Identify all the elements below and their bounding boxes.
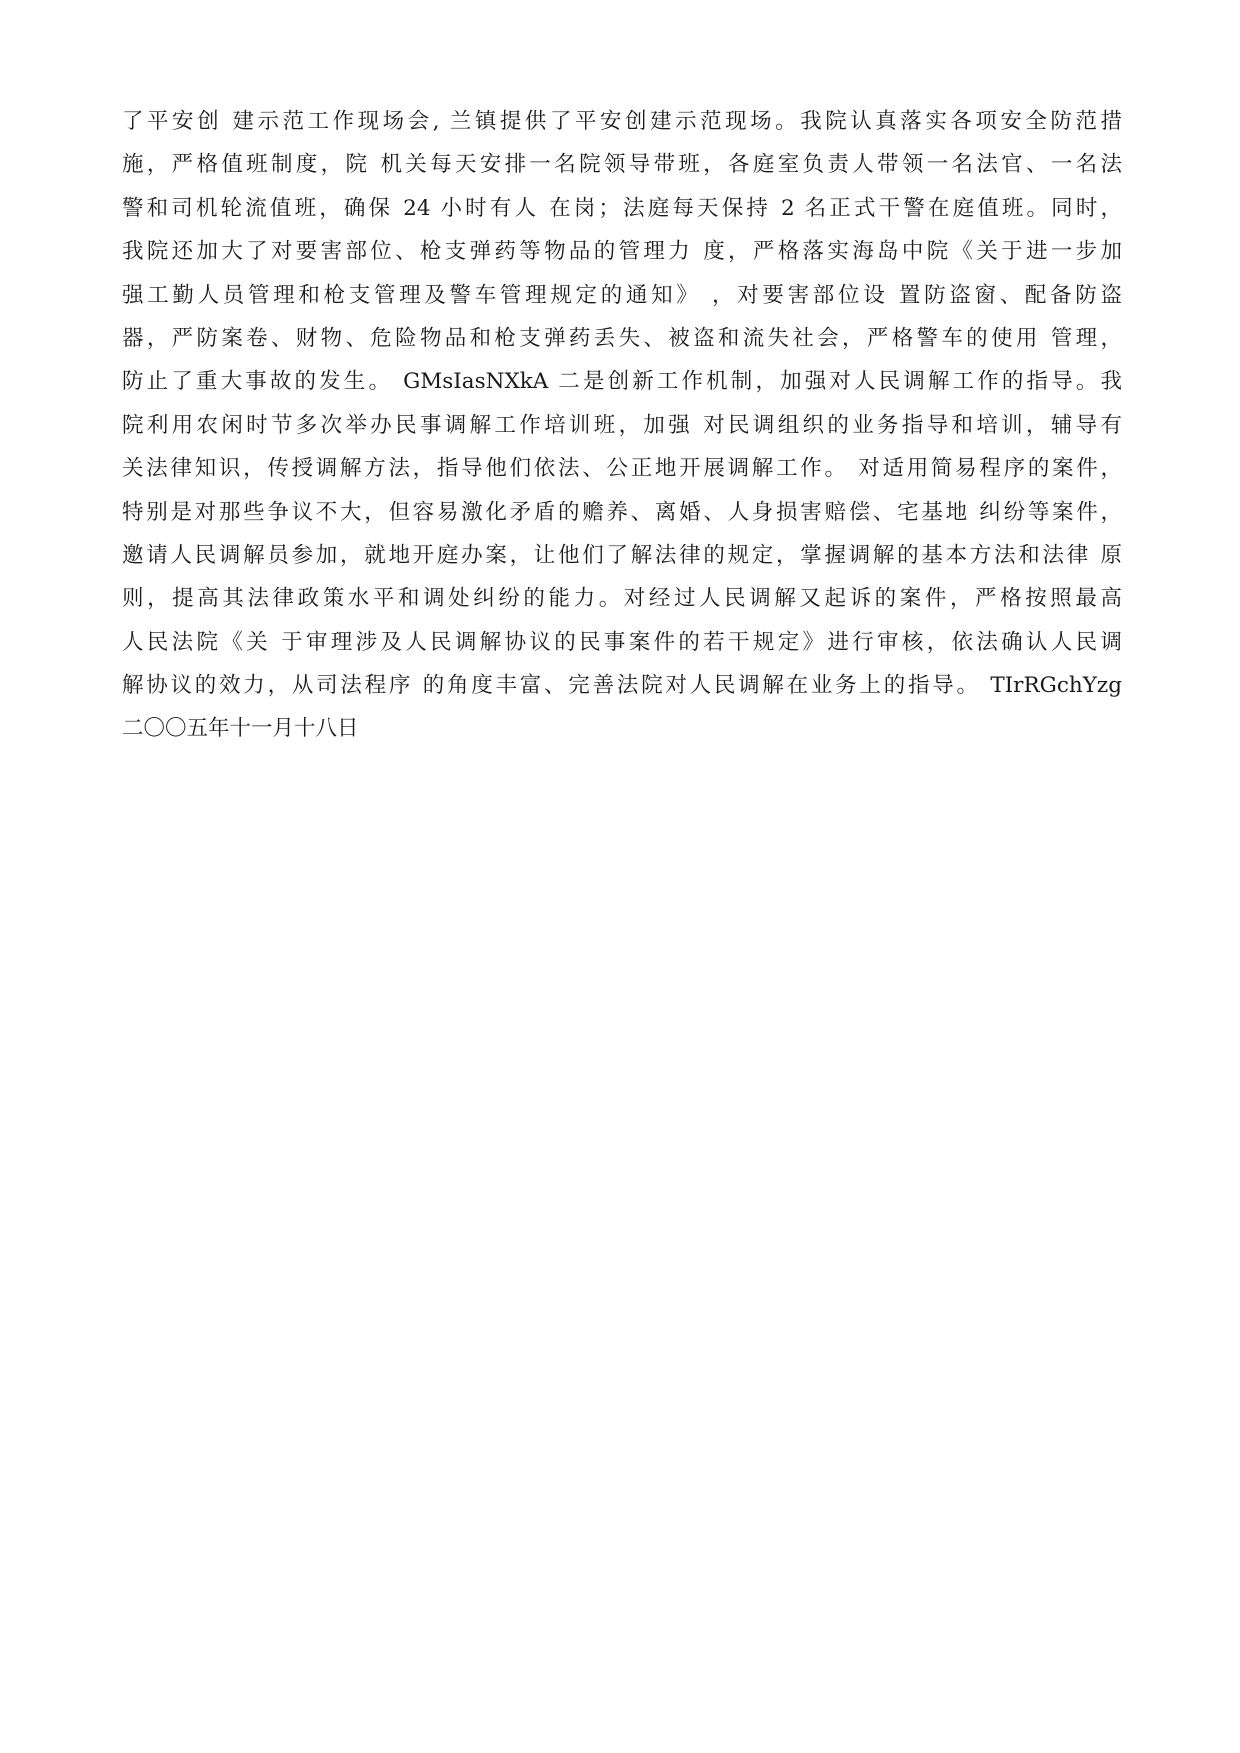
text-line: 解协议的效力，从司法程序 的角度丰富、完善法院对人民调解在业务上的指导。 TIrRGchYzg bbox=[122, 673, 1122, 699]
text-line: 院利用农闲时节多次举办民事调解工作培训班，加强 对民调组织的业务指导和培训，辅导有 bbox=[122, 412, 1122, 438]
text-line: 强工勤人员管理和枪支管理及警车管理规定的通知》 ，对要害部位设 置防盗窗、配备防盗 bbox=[122, 282, 1122, 308]
text-line: 特别是对那些争议不大，但容易激化矛盾的赡养、离婚、人身损害赔偿、宅基地 纠纷等案件， bbox=[122, 499, 1122, 525]
text-line: 警和司机轮流值班，确保 24 小时有人 在岗；法庭每天保持 2 名正式干警在庭值班。同时， bbox=[122, 195, 1122, 221]
body-text bbox=[122, 100, 1122, 751]
text-line: 邀请人民调解员参加，就地开庭办案，让他们了解法律的规定，掌握调解的基本方法和法律 原 bbox=[122, 542, 1122, 568]
text-line: 我院还加大了对要害部位、枪支弹药等物品的管理力 度，严格落实海岛中院《关于进一步加 bbox=[122, 239, 1122, 265]
text-line: 器，严防案卷、财物、危险物品和枪支弹药丢失、被盗和流失社会，严格警车的使用 管理， bbox=[122, 325, 1122, 351]
text-line: 施，严格值班制度，院 机关每天安排一名院领导带班，各庭室负责人带领一名法官、一名法 bbox=[122, 152, 1122, 178]
text-line: 关法律知识，传授调解方法，指导他们依法、公正地开展调解工作。 对适用简易程序的案件， bbox=[122, 456, 1122, 482]
text-line: 防止了重大事故的发生。 GMsIasNXkA 二是创新工作机制，加强对人民调解工作的指导。我 bbox=[122, 369, 1122, 395]
text-line: 人民法院《关 于审理涉及人民调解协议的民事案件的若干规定》进行审核，依法确认人民调 bbox=[122, 629, 1122, 655]
text-line: 则，提高其法律政策水平和调处纠纷的能力。对经过人民调解又起诉的案件，严格按照最高 bbox=[122, 586, 1122, 612]
date-line: 二〇〇五年十一月十八日 bbox=[122, 716, 359, 742]
text-line: 了平安创 建示范工作现场会, 兰镇提供了平安创建示范现场。我院认真落实各项安全防范措 bbox=[122, 109, 1122, 134]
